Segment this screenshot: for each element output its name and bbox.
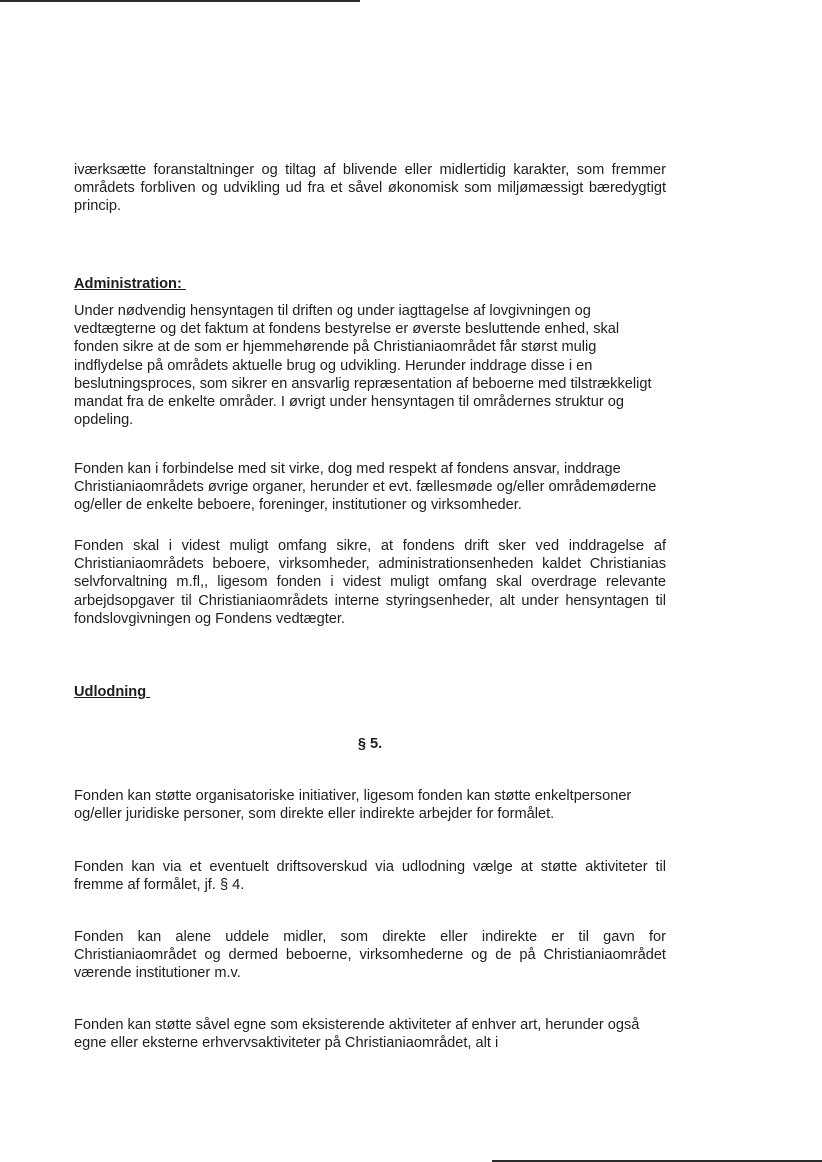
section-number: § 5. bbox=[357, 736, 383, 752]
udlodning-heading: Udlodning bbox=[74, 684, 151, 700]
administration-heading: Administration: bbox=[74, 276, 186, 292]
scan-edge-top bbox=[0, 0, 360, 2]
administration-paragraph-3: Fonden skal i videst muligt omfang sikre, at fondens drift sker ved inddragelse af Christianiaområdets beboere, virksomheder, administrationsenheden kaldet Christianias selvforvaltning m.fl,, ligesom fonden i videst muligt omfang skal overdrage relevante arbejdsopgaver til Christianiaområdets interne styringsenheder, alt under hensyntagen til fondslovgivningen og Fondens vedtægter. bbox=[74, 538, 666, 627]
udlodning-paragraph-2: Fonden kan via et eventuelt driftsoverskud via udlodning vælge at støtte aktiviteter til fremme af formålet, jf. § 4. bbox=[74, 859, 666, 894]
udlodning-paragraph-4: Fonden kan støtte såvel egne som eksisterende aktiviteter af enhver art, herunder også egne eller eksterne erhvervsaktiviteter på Christianiaområdet, alt i bbox=[74, 1017, 640, 1052]
udlodning-paragraph-3: Fonden kan alene uddele midler, som direkte eller indirekte er til gavn for Christianiaområdet og dermed beboerne, virksomhederne og de på Christianiaområdet værende institutioner m.v. bbox=[74, 929, 666, 982]
administration-paragraph-2: Fonden kan i forbindelse med sit virke, dog med respekt af fondens ansvar, inddrage Christianiaområdets øvrige organer, herunder et evt. fællesmøde og/eller områdemøderne og/eller de enkelte beboere, foreninger, institutioner og virksomheder. bbox=[74, 461, 657, 514]
administration-paragraph-1: Under nødvendig hensyntagen til driften og under iagttagelse af lovgivningen og vedtægterne og det faktum at fondens bestyrelse er øverste besluttende enhed, skal fonden sikre at de som er hjemmehørende på Christianiaområdet får størst mulig indflydelse på områdets aktuelle brug og udvikling. Herunder inddrage disse i en beslutningsproces, som sikrer en ansvarlig repræsentation af beboerne med tilstrækkeligt mandat fra de enkelte områder. I øvrigt under hensyntagen til områdernes struktur og opdeling. bbox=[74, 303, 652, 429]
intro-paragraph: iværksætte foranstaltninger og tiltag af blivende eller midlertidig karakter, som fremmer områdets forbliven og udvikling ud fra et såvel økonomisk som miljømæssigt bæredygtigt princip. bbox=[74, 162, 666, 215]
udlodning-paragraph-1: Fonden kan støtte organisatoriske initiativer, ligesom fonden kan støtte enkeltpersoner og/eller juridiske personer, som direkte eller indirekte arbejder for formålet. bbox=[74, 788, 632, 823]
